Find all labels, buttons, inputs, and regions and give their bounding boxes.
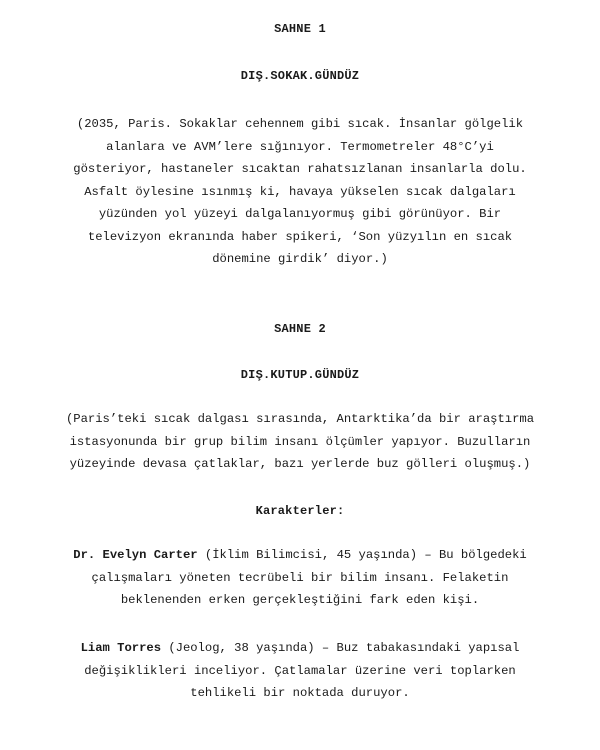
character-name: Liam Torres bbox=[80, 641, 162, 655]
character-line: değişiklikleri inceliyor. Çatlamalar üzerine veri toplarken bbox=[84, 663, 516, 678]
scene-1-title: SAHNE 1 bbox=[274, 22, 326, 36]
scene-2-description bbox=[40, 408, 560, 476]
scene-1-description bbox=[40, 113, 560, 271]
scene-2-location: DIŞ.KUTUP.GÜNDÜZ bbox=[240, 368, 360, 382]
scene-1-line: alanlara ve AVM’lere sığınıyor. Termometreler 48°C’yi bbox=[106, 139, 494, 154]
scene-1-line: dönemine girdik’ diyor.) bbox=[212, 252, 388, 266]
scene-2-line: yüzeyinde devasa çatlaklar, bazı yerlerde buz gölleri oluşmuş.) bbox=[69, 457, 531, 471]
scene-2-line: istasyonunda bir grup bilim insanı ölçümler yapıyor. Buzulların bbox=[69, 434, 531, 449]
character-details: (İklim Bilimcisi, 45 yaşında) – Bu bölgedeki bbox=[197, 548, 527, 562]
scene-1-line: (2035, Paris. Sokaklar cehennem gibi sıcak. İnsanlar gölgelik bbox=[76, 117, 524, 131]
scene-1-line: televizyon ekranında haber spikeri, ‘Son yüzyılın en sıcak bbox=[87, 229, 513, 244]
character-details: (Jeolog, 38 yaşında) – Buz tabakasındaki yapısal bbox=[161, 641, 520, 655]
scene-1-location: DIŞ.SOKAK.GÜNDÜZ bbox=[240, 69, 360, 83]
character-name: Dr. Evelyn Carter bbox=[73, 548, 198, 562]
character-first-line bbox=[40, 637, 560, 660]
character-entry bbox=[40, 544, 560, 612]
character-entry bbox=[40, 637, 560, 705]
scene-2-title: SAHNE 2 bbox=[274, 322, 326, 336]
character-line: tehlikeli bir noktada duruyor. bbox=[190, 686, 410, 700]
character-line: beklenenden erken gerçekleştiğini fark eden kişi. bbox=[120, 593, 480, 607]
scene-1-line: yüzünden yol yüzeyi dalgalanıyormuş gibi görünüyor. Bir bbox=[98, 207, 502, 221]
scene-1-line: Asfalt öylesine ısınmış ki, havaya yükselen sıcak dalgaları bbox=[84, 184, 516, 199]
characters-heading: Karakterler: bbox=[255, 504, 345, 518]
scene-1-line: gösteriyor, hastaneler sıcaktan rahatsızlanan insanlarla dolu. bbox=[73, 162, 527, 176]
character-first-line bbox=[40, 544, 560, 567]
scene-2-line: (Paris’teki sıcak dalgası sırasında, Antarktika’da bir araştırma bbox=[65, 412, 535, 426]
character-line: çalışmaları yöneten tecrübeli bir bilim insanı. Felaketin bbox=[91, 570, 509, 585]
